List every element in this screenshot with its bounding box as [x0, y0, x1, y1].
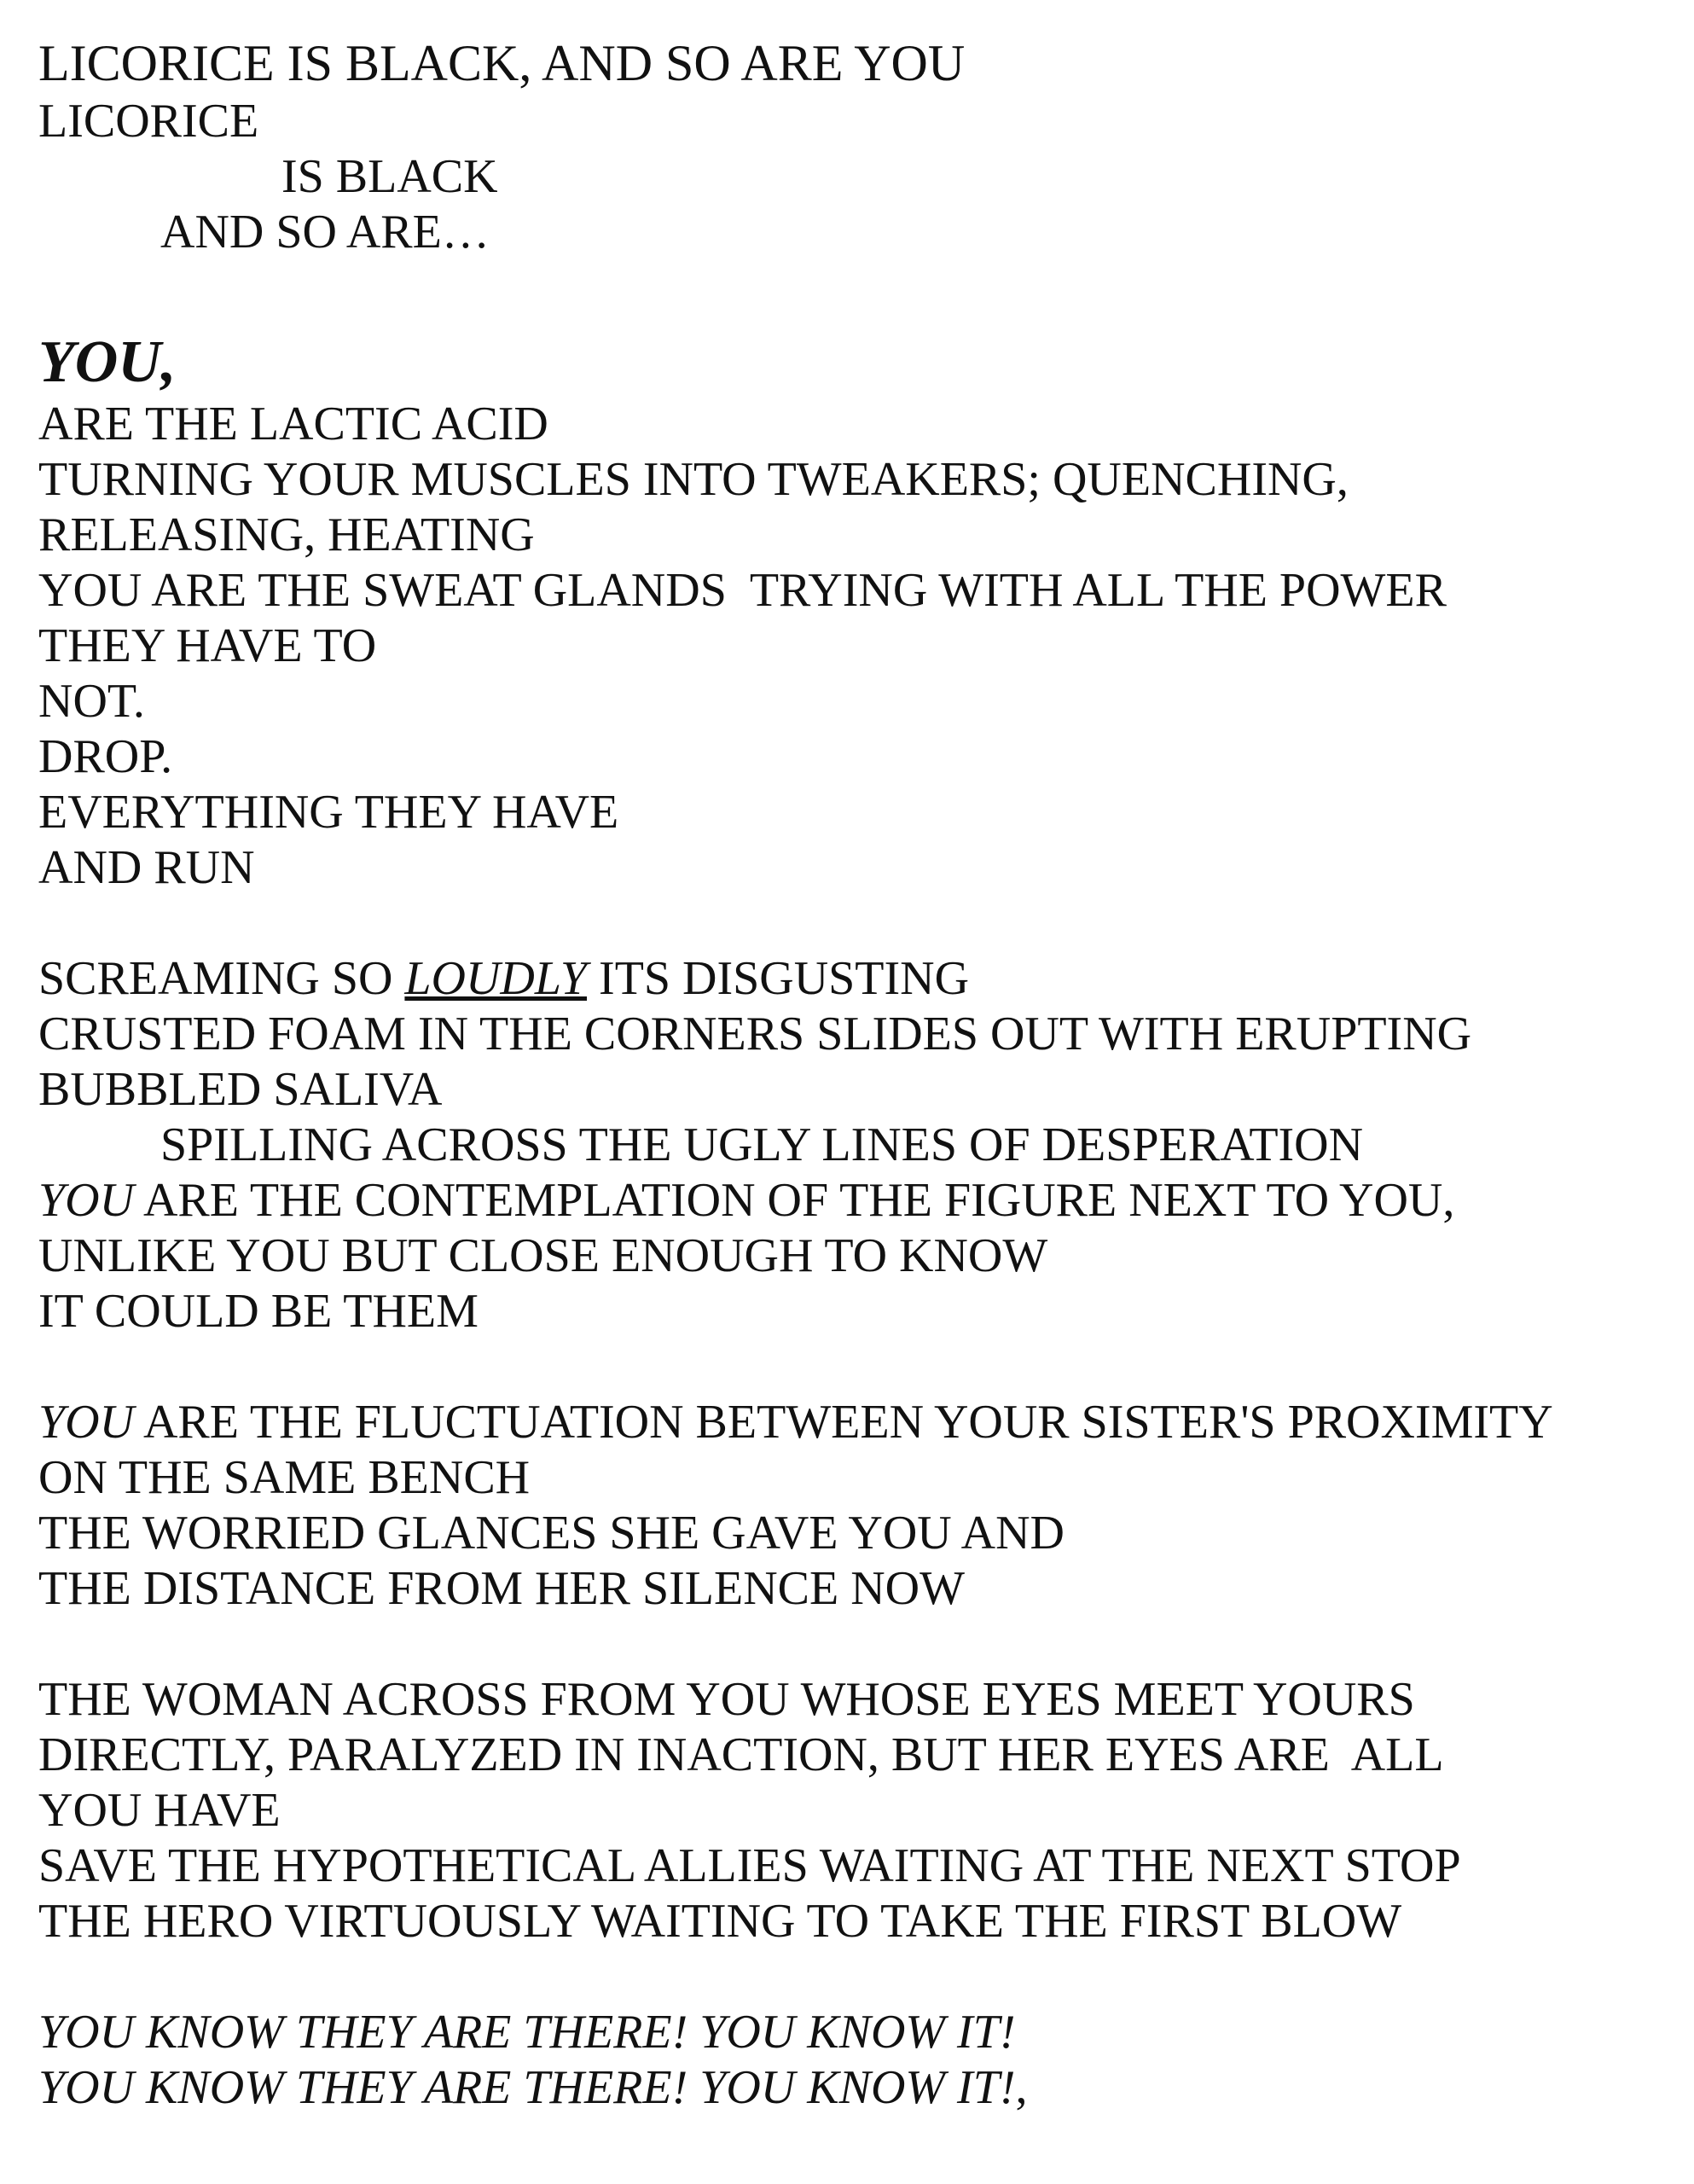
- stanza2-line-2: CRUSTED FOAM IN THE CORNERS SLIDES OUT WITH ERUPTING: [38, 1008, 1472, 1060]
- stanza-break: [38, 1949, 1659, 2005]
- stanza3-line-3: THE WORRIED GLANCES SHE GAVE YOU AND: [38, 1507, 1065, 1560]
- stanza2-line-5: [38, 1173, 1659, 1228]
- stanza2-line-7: IT COULD BE THEM: [38, 1285, 479, 1338]
- text-run: ARE THE FLUCTUATION BETWEEN YOUR SISTER'S PROXIMITY: [134, 1396, 1553, 1449]
- intro-line-2: IS BLACK: [281, 150, 498, 203]
- stanza4-line-5: THE HERO VIRTUOUSLY WAITING TO TAKE THE FIRST BLOW: [38, 1895, 1402, 1948]
- poem-body: [38, 32, 1659, 2116]
- stanza1-line-4: YOU ARE THE SWEAT GLANDS TRYING WITH ALL THE POWER: [38, 564, 1447, 617]
- intro-line-1: LICORICE: [38, 95, 259, 148]
- stanza-break: [38, 896, 1659, 951]
- stanza1-line-5: THEY HAVE TO: [38, 619, 377, 672]
- stanza1-line-8: EVERYTHING THEY HAVE: [38, 786, 619, 839]
- stanza1-line-6: NOT.: [38, 675, 145, 728]
- stanza5-line-1: YOU KNOW THEY ARE THERE! YOU KNOW IT!: [38, 2006, 1016, 2059]
- stanza4-line-3: YOU HAVE: [38, 1784, 281, 1837]
- text-run: SCREAMING SO: [38, 952, 405, 1005]
- emphasis-italic: YOU: [38, 1396, 135, 1449]
- stanza4-line-2: DIRECTLY, PARALYZED IN INACTION, BUT HER EYES ARE ALL: [38, 1728, 1444, 1781]
- stanza1-line-1: ARE THE LACTIC ACID: [38, 398, 548, 450]
- stanza3-line-1: [38, 1395, 1659, 1450]
- stanza-break: [38, 1339, 1659, 1395]
- stanza1-line-9: AND RUN: [38, 841, 255, 894]
- text-run: ARE THE CONTEMPLATION OF THE FIGURE NEXT TO YOU,: [134, 1174, 1455, 1227]
- stanza2-line-1: [38, 951, 1659, 1007]
- stanza-break: [38, 260, 1659, 328]
- emphasis-italic: YOU: [38, 1174, 135, 1227]
- you-heading: YOU,: [38, 329, 177, 395]
- stanza1-line-3: RELEASING, HEATING: [38, 508, 535, 561]
- stanza3-line-2: ON THE SAME BENCH: [38, 1451, 531, 1504]
- stanza1-line-2: TURNING YOUR MUSCLES INTO TWEAKERS; QUENCHING,: [38, 453, 1349, 506]
- text-run: ITS DISGUSTING: [587, 952, 970, 1005]
- stanza2-line-4: SPILLING ACROSS THE UGLY LINES OF DESPERATION: [160, 1118, 1364, 1171]
- stanza5-line-2: [38, 2060, 1659, 2116]
- emphasis-underlined: LOUDLY: [404, 952, 588, 1005]
- intro-line-3: AND SO ARE…: [160, 206, 490, 258]
- stanza2-line-3: BUBBLED SALIVA: [38, 1063, 443, 1116]
- stanza3-line-4: THE DISTANCE FROM HER SILENCE NOW: [38, 1562, 965, 1615]
- poem-title: LICORICE IS BLACK, AND SO ARE YOU: [38, 35, 966, 91]
- stanza-break: [38, 1617, 1659, 1672]
- emphasis-italic: YOU KNOW THEY ARE THERE! YOU KNOW IT!: [38, 2061, 1016, 2114]
- text-run: ,: [1015, 2061, 1028, 2114]
- stanza2-line-6: UNLIKE YOU BUT CLOSE ENOUGH TO KNOW: [38, 1229, 1048, 1282]
- stanza4-line-4: SAVE THE HYPOTHETICAL ALLIES WAITING AT THE NEXT STOP: [38, 1839, 1461, 1892]
- stanza1-line-7: DROP.: [38, 730, 173, 783]
- stanza4-line-1: THE WOMAN ACROSS FROM YOU WHOSE EYES MEET YOURS: [38, 1673, 1415, 1726]
